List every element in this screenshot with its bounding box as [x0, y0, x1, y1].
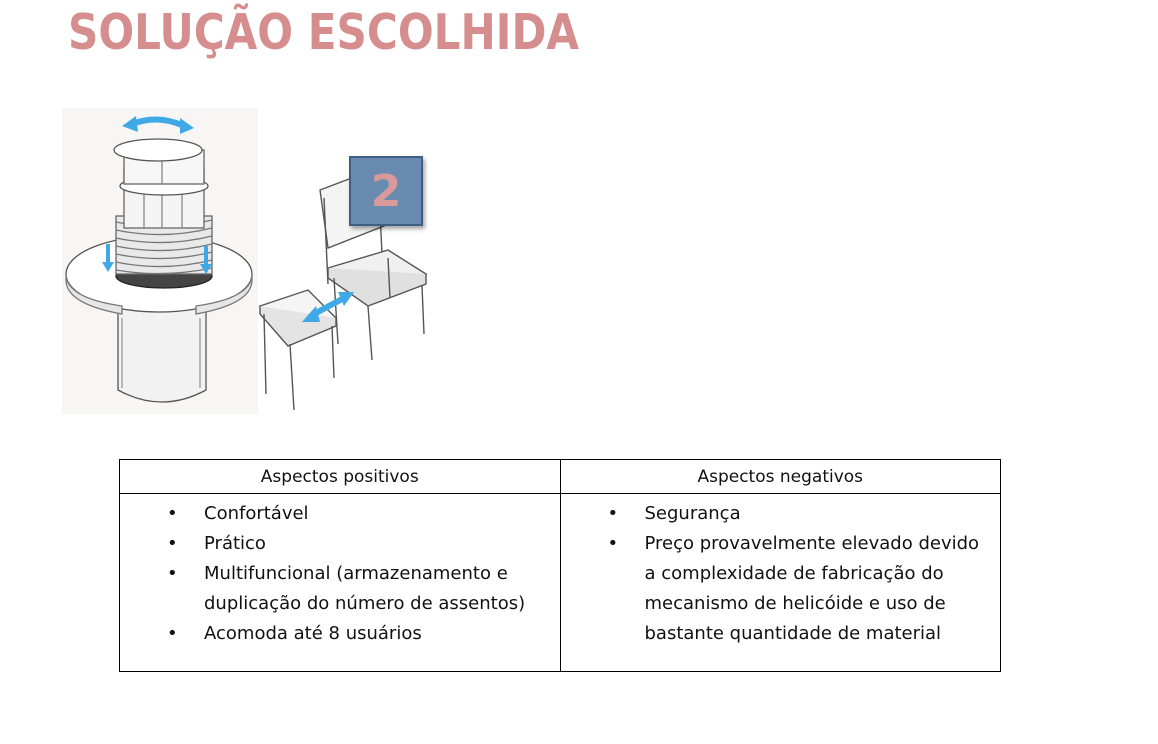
list-item: • Prático — [120, 529, 560, 559]
list-item: • Acomoda até 8 usuários — [120, 619, 560, 649]
header-positive: Aspectos positivos — [120, 460, 561, 494]
table-row — [120, 494, 1001, 672]
negative-list — [561, 499, 1001, 649]
aspects-table — [119, 459, 1001, 672]
negative-cell — [560, 494, 1001, 672]
positive-cell — [120, 494, 561, 672]
list-item: • Segurança — [561, 499, 1001, 529]
product-sketch-image — [62, 108, 442, 418]
header-negative: Aspectos negativos — [560, 460, 1001, 494]
list-item: • Confortável — [120, 499, 560, 529]
table-header-row — [120, 460, 1001, 494]
list-item: • Multifuncional (armazenamento e duplicação do número de assentos) — [120, 559, 560, 619]
list-item: • Preço provavelmente elevado devido a complexidade de fabricação do mecanismo de helicóide e uso de bastante quantidade de material — [561, 529, 1001, 649]
badge-number: 2 — [370, 165, 402, 217]
solution-number-badge — [349, 156, 423, 226]
positive-list — [120, 499, 560, 649]
page-title: SOLUÇÃO ESCOLHIDA — [68, 4, 580, 61]
